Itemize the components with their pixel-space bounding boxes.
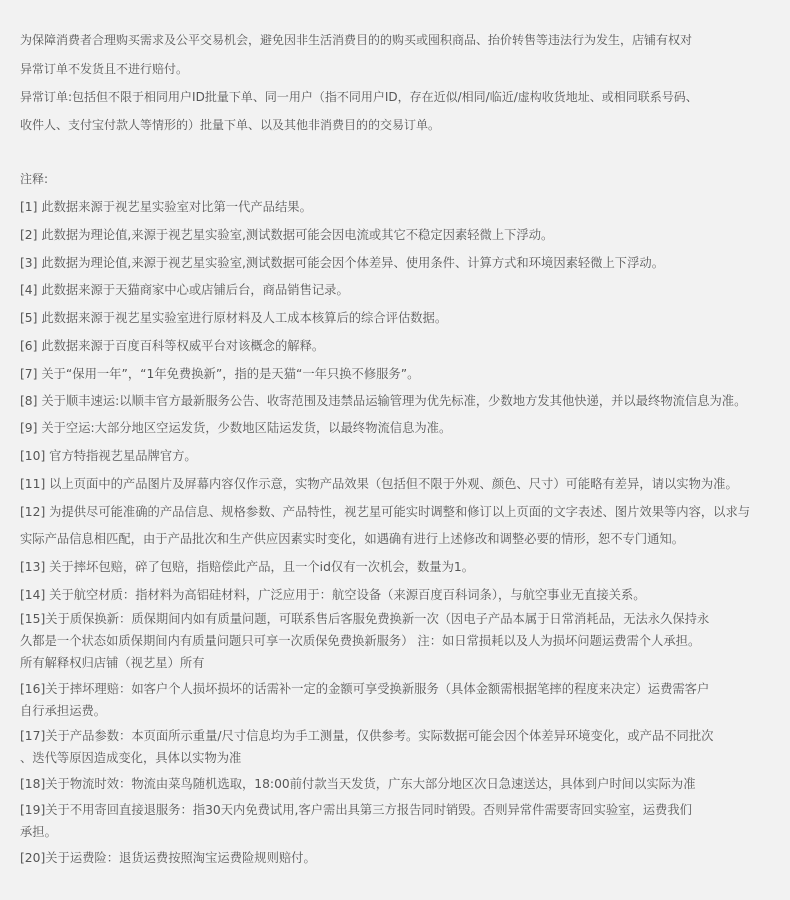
note-line: 实际产品信息相匹配，由于产品批次和生产供应因素实时变化，如遇确有进行上述修改和调整必要的情形，恕不专门通知。: [20, 532, 685, 546]
notes-heading: 注释:: [20, 172, 49, 186]
note-line: [3] 此数据为理论值,来源于视艺星实验室,测试数据可能会因个体差异、使用条件、计算方式和环境因素轻微上下浮动。: [20, 256, 664, 270]
policy-text-line: 为保障消费者合理购买需求及公平交易机会，避免因非生活消费目的的购买或囤积商品、抬价转售等违法行为发生，店铺有权对: [20, 33, 693, 47]
note-line: [12] 为提供尽可能准确的产品信息、规格参数、产品特性，视艺星可能实时调整和修订以上页面的文字表述、图片效果等内容，以求与: [20, 505, 751, 519]
note-line: [1] 此数据来源于视艺星实验室对比第一代产品结果。: [20, 200, 312, 214]
policy-text-line: 收件人、支付宝付款人等情形的）批量下单、以及其他非消费目的的交易订单。: [20, 118, 441, 132]
note-line: [2] 此数据为理论值,来源于视艺星实验室,测试数据可能会因电流或其它不稳定因素轻微上下浮动。: [20, 228, 554, 242]
note-line: 承担。: [20, 825, 57, 839]
note-line: [11] 以上页面中的产品图片及屏幕内容仅作示意，实物产品效果（包括但不限于外观、颜色、尺寸）可能略有差异，请以实物为准。: [20, 477, 738, 491]
note-line: [13] 关于摔坏包赔，碎了包赔，指赔偿此产品，且一个id仅有一次机会，数量为1。: [20, 560, 474, 574]
note-line: [6] 此数据来源于百度百科等权威平台对该概念的解释。: [20, 339, 325, 353]
note-line: [16]关于摔坏理赔：如客户个人损坏损坏的话需补一定的金额可享受换新服务（具体金额需根据笔摔的程度来决定）运费需客户: [20, 682, 710, 696]
note-line: [4] 此数据来源于天猫商家中心或店铺后台，商品销售记录。: [20, 283, 349, 297]
note-line: 自行承担运费。: [20, 704, 107, 718]
note-line: 久都是一个状态如质保期间内有质量问题只可享一次质保免费换新服务） 注：如日常损耗以及人为损坏问题运费需个人承担。: [20, 634, 701, 648]
policy-text-line: 异常订单:包括但不限于相同用户ID批量下单、同一用户（指不同用户ID，存在近似/相同/临近/虚构收货地址、或相同联系号码、: [20, 90, 698, 104]
note-line: [5] 此数据来源于视艺星实验室进行原材料及人工成本核算后的综合评估数据。: [20, 311, 448, 325]
note-line: [19]关于不用寄回直接退服务：指30天内免费试用,客户需出具第三方报告同时销毁。否则异常件需要寄回实验室，运费我们: [20, 803, 692, 817]
note-line: 、迭代等原因造成变化，具体以实物为准: [20, 751, 242, 765]
note-line: [18]关于物流时效：物流由菜鸟随机选取，18:00前付款当天发货，广东大部分地区次日急速送达，具体到户时间以实际为准: [20, 777, 696, 791]
note-line: [7] 关于“保用一年”，“1年免费换新”，指的是天猫“一年只换不修服务”。: [20, 367, 420, 381]
note-line: [20]关于运费险：退货运费按照淘宝运费险规则赔付。: [20, 851, 316, 865]
note-line: [9] 关于空运:大部分地区空运发货，少数地区陆运发货，以最终物流信息为准。: [20, 421, 452, 435]
note-line: 所有解释权归店铺（视艺星）所有: [20, 656, 205, 670]
note-line: [8] 关于顺丰速运:以顺丰官方最新服务公告、收寄范围及违禁品运输管理为优先标准，少数地方发其他快递，并以最终物流信息为准。: [20, 394, 747, 408]
note-line: [17]关于产品参数：本页面所示重量/尺寸信息均为手工测量，仅供参考。实际数据可能会因个体差异环境变化，或产品不同批次: [20, 729, 714, 743]
note-line: [15]关于质保换新：质保期间内如有质量问题，可联系售后客服免费换新一次（因电子产品本属于日常消耗品，无法永久保持永: [20, 612, 710, 626]
note-line: [14] 关于航空材质：指材料为高铝硅材料，广泛应用于：航空设备（来源百度百科词条），与航空事业无直接关系。: [20, 588, 646, 602]
note-line: [10] 官方特指视艺星品牌官方。: [20, 449, 197, 463]
policy-text-line: 异常订单不发货且不进行赔付。: [20, 62, 189, 76]
